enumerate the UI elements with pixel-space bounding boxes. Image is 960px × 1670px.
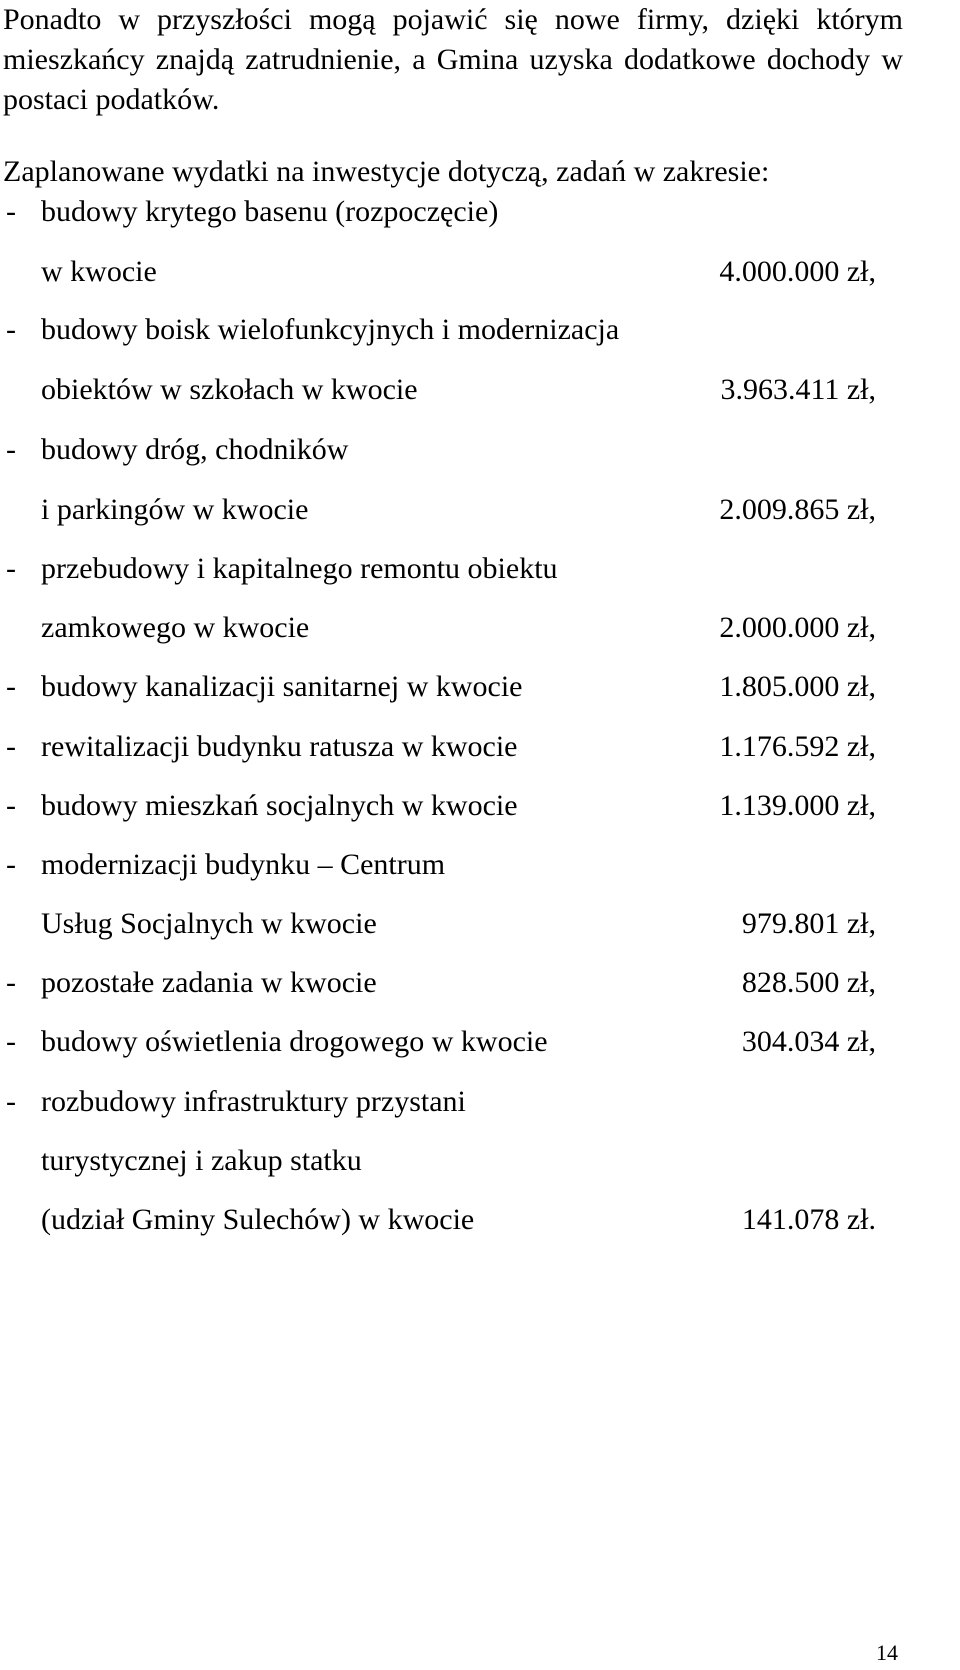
amount-value: 828.500 zł, — [741, 966, 876, 999]
list-item — [0, 310, 960, 350]
list-item-text: zamkowego w kwocie — [41, 611, 310, 644]
list-item-text: budowy oświetlenia drogowego w kwocie — [41, 1025, 548, 1058]
list-item — [0, 192, 960, 232]
list-bullet: - — [6, 195, 16, 228]
list-item-text: rozbudowy infrastruktury przystani — [41, 1085, 466, 1118]
list-bullet: - — [6, 1025, 16, 1058]
list-bullet: - — [6, 552, 16, 585]
list-item — [0, 430, 960, 470]
list-item-text: w kwocie — [41, 255, 157, 288]
list-item-text: turystycznej i zakup statku — [41, 1144, 362, 1177]
list-item-continuation — [0, 1141, 960, 1181]
amount-value: 979.801 zł, — [741, 907, 876, 940]
list-item — [0, 1082, 960, 1122]
list-bullet: - — [6, 966, 16, 999]
list-bullet: - — [6, 670, 16, 703]
list-item — [0, 1022, 960, 1062]
amount-value: 3.963.411 zł, — [720, 373, 876, 406]
list-item-text: przebudowy i kapitalnego remontu obiektu — [41, 552, 558, 585]
list-bullet: - — [6, 433, 16, 466]
list-item-continuation — [0, 490, 960, 530]
list-item-text: budowy krytego basenu (rozpoczęcie) — [41, 195, 499, 228]
paragraph-planned-investments-intro: Zaplanowane wydatki na inwestycje dotyczą, zadań w zakresie: — [3, 155, 770, 188]
list-bullet: - — [6, 789, 16, 822]
list-bullet: - — [6, 730, 16, 763]
list-item — [0, 727, 960, 767]
list-item-text: obiektów w szkołach w kwocie — [41, 373, 418, 406]
list-item-continuation — [0, 904, 960, 944]
amount-value: 1.805.000 zł, — [719, 670, 876, 703]
list-item-text: i parkingów w kwocie — [41, 493, 309, 526]
list-item-text: budowy mieszkań socjalnych w kwocie — [41, 789, 518, 822]
amount-value: 2.009.865 zł, — [719, 493, 876, 526]
list-item-text: (udział Gminy Sulechów) w kwocie — [41, 1203, 475, 1236]
list-item — [0, 549, 960, 589]
list-item-text: modernizacji budynku – Centrum — [41, 848, 446, 881]
amount-value: 1.139.000 zł, — [719, 789, 876, 822]
list-item-text: budowy boisk wielofunkcyjnych i modernizacja — [41, 313, 620, 346]
list-item-continuation — [0, 1200, 960, 1240]
list-item-text: budowy kanalizacji sanitarnej w kwocie — [41, 670, 523, 703]
list-bullet: - — [6, 848, 16, 881]
list-item-continuation — [0, 608, 960, 648]
list-item — [0, 667, 960, 707]
list-item-continuation — [0, 252, 960, 292]
list-bullet: - — [6, 1085, 16, 1118]
list-item — [0, 963, 960, 1003]
list-item-text: pozostałe zadania w kwocie — [41, 966, 377, 999]
amount-value: 2.000.000 zł, — [719, 611, 876, 644]
list-bullet: - — [6, 313, 16, 346]
list-item-text: rewitalizacji budynku ratusza w kwocie — [41, 730, 518, 763]
amount-value: 4.000.000 zł, — [719, 255, 876, 288]
page-number: 14 — [876, 1640, 898, 1665]
paragraph-future-firms: Ponadto w przyszłości mogą pojawić się nowe firmy, dzięki którym mieszkańcy znajdą zatrudnienie, a Gmina uzyska dodatkowe dochody w postaci podatków. — [3, 3, 903, 116]
list-item — [0, 845, 960, 885]
list-item-continuation — [0, 370, 960, 410]
amount-value: 1.176.592 zł, — [719, 730, 876, 763]
amount-value: 141.078 zł. — [741, 1203, 876, 1236]
list-item-text: Usług Socjalnych w kwocie — [41, 907, 377, 940]
list-item — [0, 786, 960, 826]
amount-value: 304.034 zł, — [741, 1025, 876, 1058]
list-item-text: budowy dróg, chodników — [41, 433, 349, 466]
